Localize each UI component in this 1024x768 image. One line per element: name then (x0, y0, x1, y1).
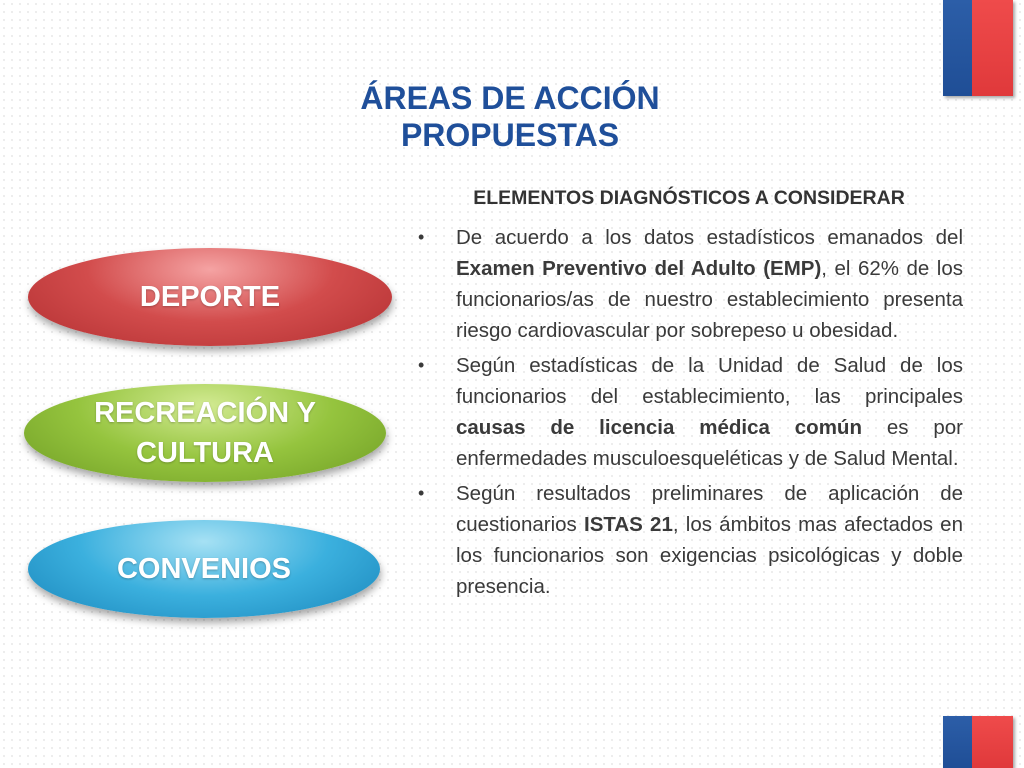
flag-decoration-bottom (943, 716, 1013, 768)
bullet-text: , los ámbitos mas afectados en los funcionarios son exigencias psicológicas y doble presencia. (456, 513, 963, 598)
bullet-bold-text: causas de licencia médica común (456, 416, 862, 439)
area-convenios-button[interactable] (28, 520, 380, 618)
title-line-1: ÁREAS DE ACCIÓN (360, 80, 660, 116)
flag-red-stripe (972, 716, 1013, 768)
bullet-item (415, 222, 963, 346)
flag-decoration-top (943, 0, 1013, 96)
section-subtitle: ELEMENTOS DIAGNÓSTICOS A CONSIDERAR (473, 187, 905, 209)
bullet-item (415, 350, 963, 474)
area-deporte-button[interactable] (28, 248, 392, 346)
bullet-item (415, 478, 963, 602)
slide-title (280, 80, 740, 154)
flag-red-stripe (972, 0, 1013, 96)
bullet-bold-text: Examen Preventivo del Adulto (EMP) (456, 257, 822, 280)
bullet-text: es por enfermedades musculoesqueléticas y de Salud Mental. (456, 416, 963, 470)
diagnostic-bullet-list (415, 222, 963, 606)
bullet-dot-icon: • (418, 483, 425, 503)
area-recreacion-cultura-button[interactable] (24, 384, 386, 482)
area-recreacion-line-1: RECREACIÓN Y (94, 397, 316, 429)
title-line-2: PROPUESTAS (400, 117, 620, 153)
bullet-text: , el 62% de los funcionarios/as de nuestro establecimiento presenta riesgo cardiovascular por sobrepeso u obesidad. (456, 257, 963, 342)
bullet-dot-icon: • (418, 227, 425, 247)
bullet-text: Según resultados preliminares de aplicación de cuestionarios (456, 482, 963, 536)
area-deporte-label: DEPORTE (139, 281, 281, 313)
area-recreacion-label (94, 393, 316, 473)
bullet-dot-icon: • (418, 355, 425, 375)
bullet-text: Según estadísticas de la Unidad de Salud de los funcionarios del establecimiento, las principales (456, 354, 963, 408)
area-convenios-label: CONVENIOS (116, 553, 292, 585)
area-recreacion-line-2: CULTURA (136, 437, 274, 469)
flag-blue-stripe (943, 716, 972, 768)
bullet-text: De acuerdo a los datos estadísticos emanados del (456, 226, 963, 249)
flag-blue-stripe (943, 0, 972, 96)
bullet-bold-text: ISTAS 21 (584, 513, 673, 536)
